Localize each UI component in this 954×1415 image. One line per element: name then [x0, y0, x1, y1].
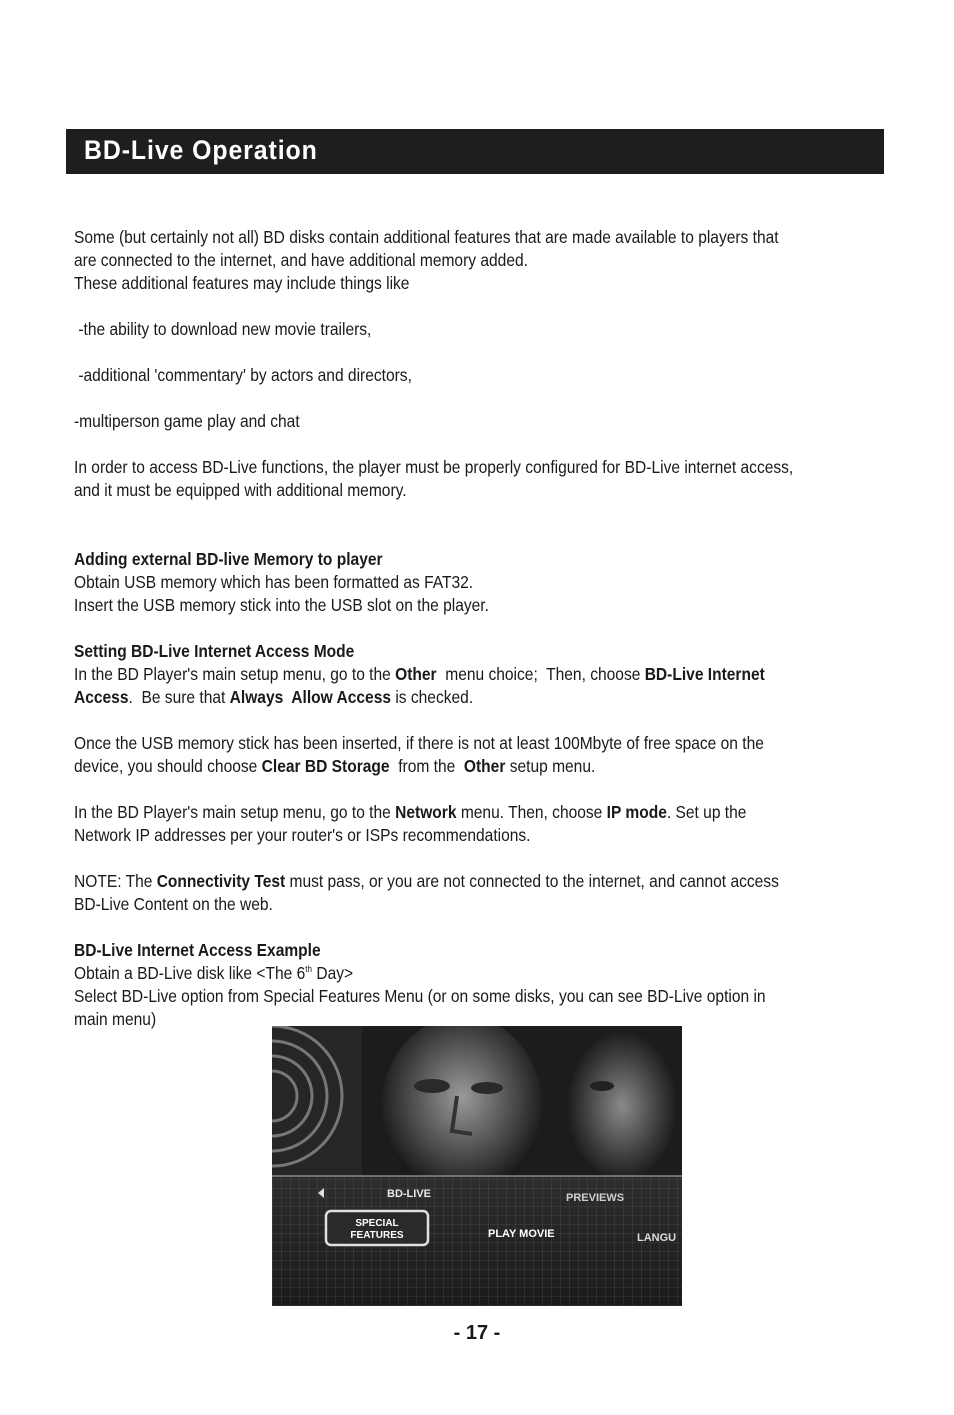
- example-line: Obtain a BD-Live disk like <The 6th Day>: [74, 963, 354, 983]
- example-heading: BD-Live Internet Access Example: [74, 940, 321, 960]
- note-line: BD-Live Content on the web.: [74, 894, 273, 914]
- intro-line: are connected to the internet, and have additional memory added.: [74, 250, 528, 270]
- page-title: BD-Live Operation: [84, 135, 318, 165]
- network-line: Network IP addresses per your router's or ISPs recommendations.: [74, 825, 531, 845]
- access-line: Access. Be sure that Always Allow Access is checked.: [74, 687, 474, 707]
- menu-languages: LANGU: [637, 1232, 677, 1244]
- menu-previews: PREVIEWS: [566, 1192, 625, 1204]
- network-line: In the BD Player's main setup menu, go to the Network menu. Then, choose IP mode. Set up the: [74, 802, 747, 822]
- memory-line: Obtain USB memory which has been formatted as FAT32.: [74, 572, 474, 592]
- memory-line: Insert the USB memory stick into the USB slot on the player.: [74, 595, 489, 615]
- body-text: [74, 226, 919, 1031]
- note-line: NOTE: The Connectivity Test must pass, or you are not connected to the internet, and cannot access: [74, 871, 779, 891]
- requirement-line: and it must be equipped with additional memory.: [74, 480, 407, 500]
- intro-line: Some (but certainly not all) BD disks contain additional features that are made available to players that: [74, 227, 779, 247]
- access-heading: Setting BD-Live Internet Access Mode: [74, 641, 355, 661]
- intro-line: These additional features may include things like: [74, 273, 410, 293]
- menu-play-movie: PLAY MOVIE: [488, 1228, 555, 1240]
- requirement-line: In order to access BD-Live functions, the player must be properly configured for BD-Live internet access,: [74, 457, 794, 477]
- memory-heading: Adding external BD-live Memory to player: [74, 549, 383, 569]
- access-line: In the BD Player's main setup menu, go to the Other menu choice; Then, choose BD-Live Internet: [74, 664, 765, 684]
- menu-special: SPECIAL: [355, 1218, 399, 1229]
- storage-line: Once the USB memory stick has been inserted, if there is not at least 100Mbyte of free space on the: [74, 733, 764, 753]
- example-line: Select BD-Live option from Special Features Menu (or on some disks, you can see BD-Live option in: [74, 986, 766, 1006]
- menu-features: FEATURES: [350, 1230, 404, 1241]
- storage-line: device, you should choose Clear BD Storage from the Other setup menu.: [74, 756, 596, 776]
- feature-item: -the ability to download new movie trailers,: [74, 319, 372, 339]
- feature-item: -multiperson game play and chat: [74, 411, 300, 431]
- menu-bd-live: BD-LIVE: [387, 1188, 431, 1200]
- feature-item: -additional 'commentary' by actors and directors,: [74, 365, 412, 385]
- section-title-bar: [66, 129, 884, 174]
- page-number: - 17 -: [453, 1322, 501, 1344]
- bd-live-menu-screenshot: [272, 1026, 682, 1306]
- example-line: main menu): [74, 1009, 157, 1029]
